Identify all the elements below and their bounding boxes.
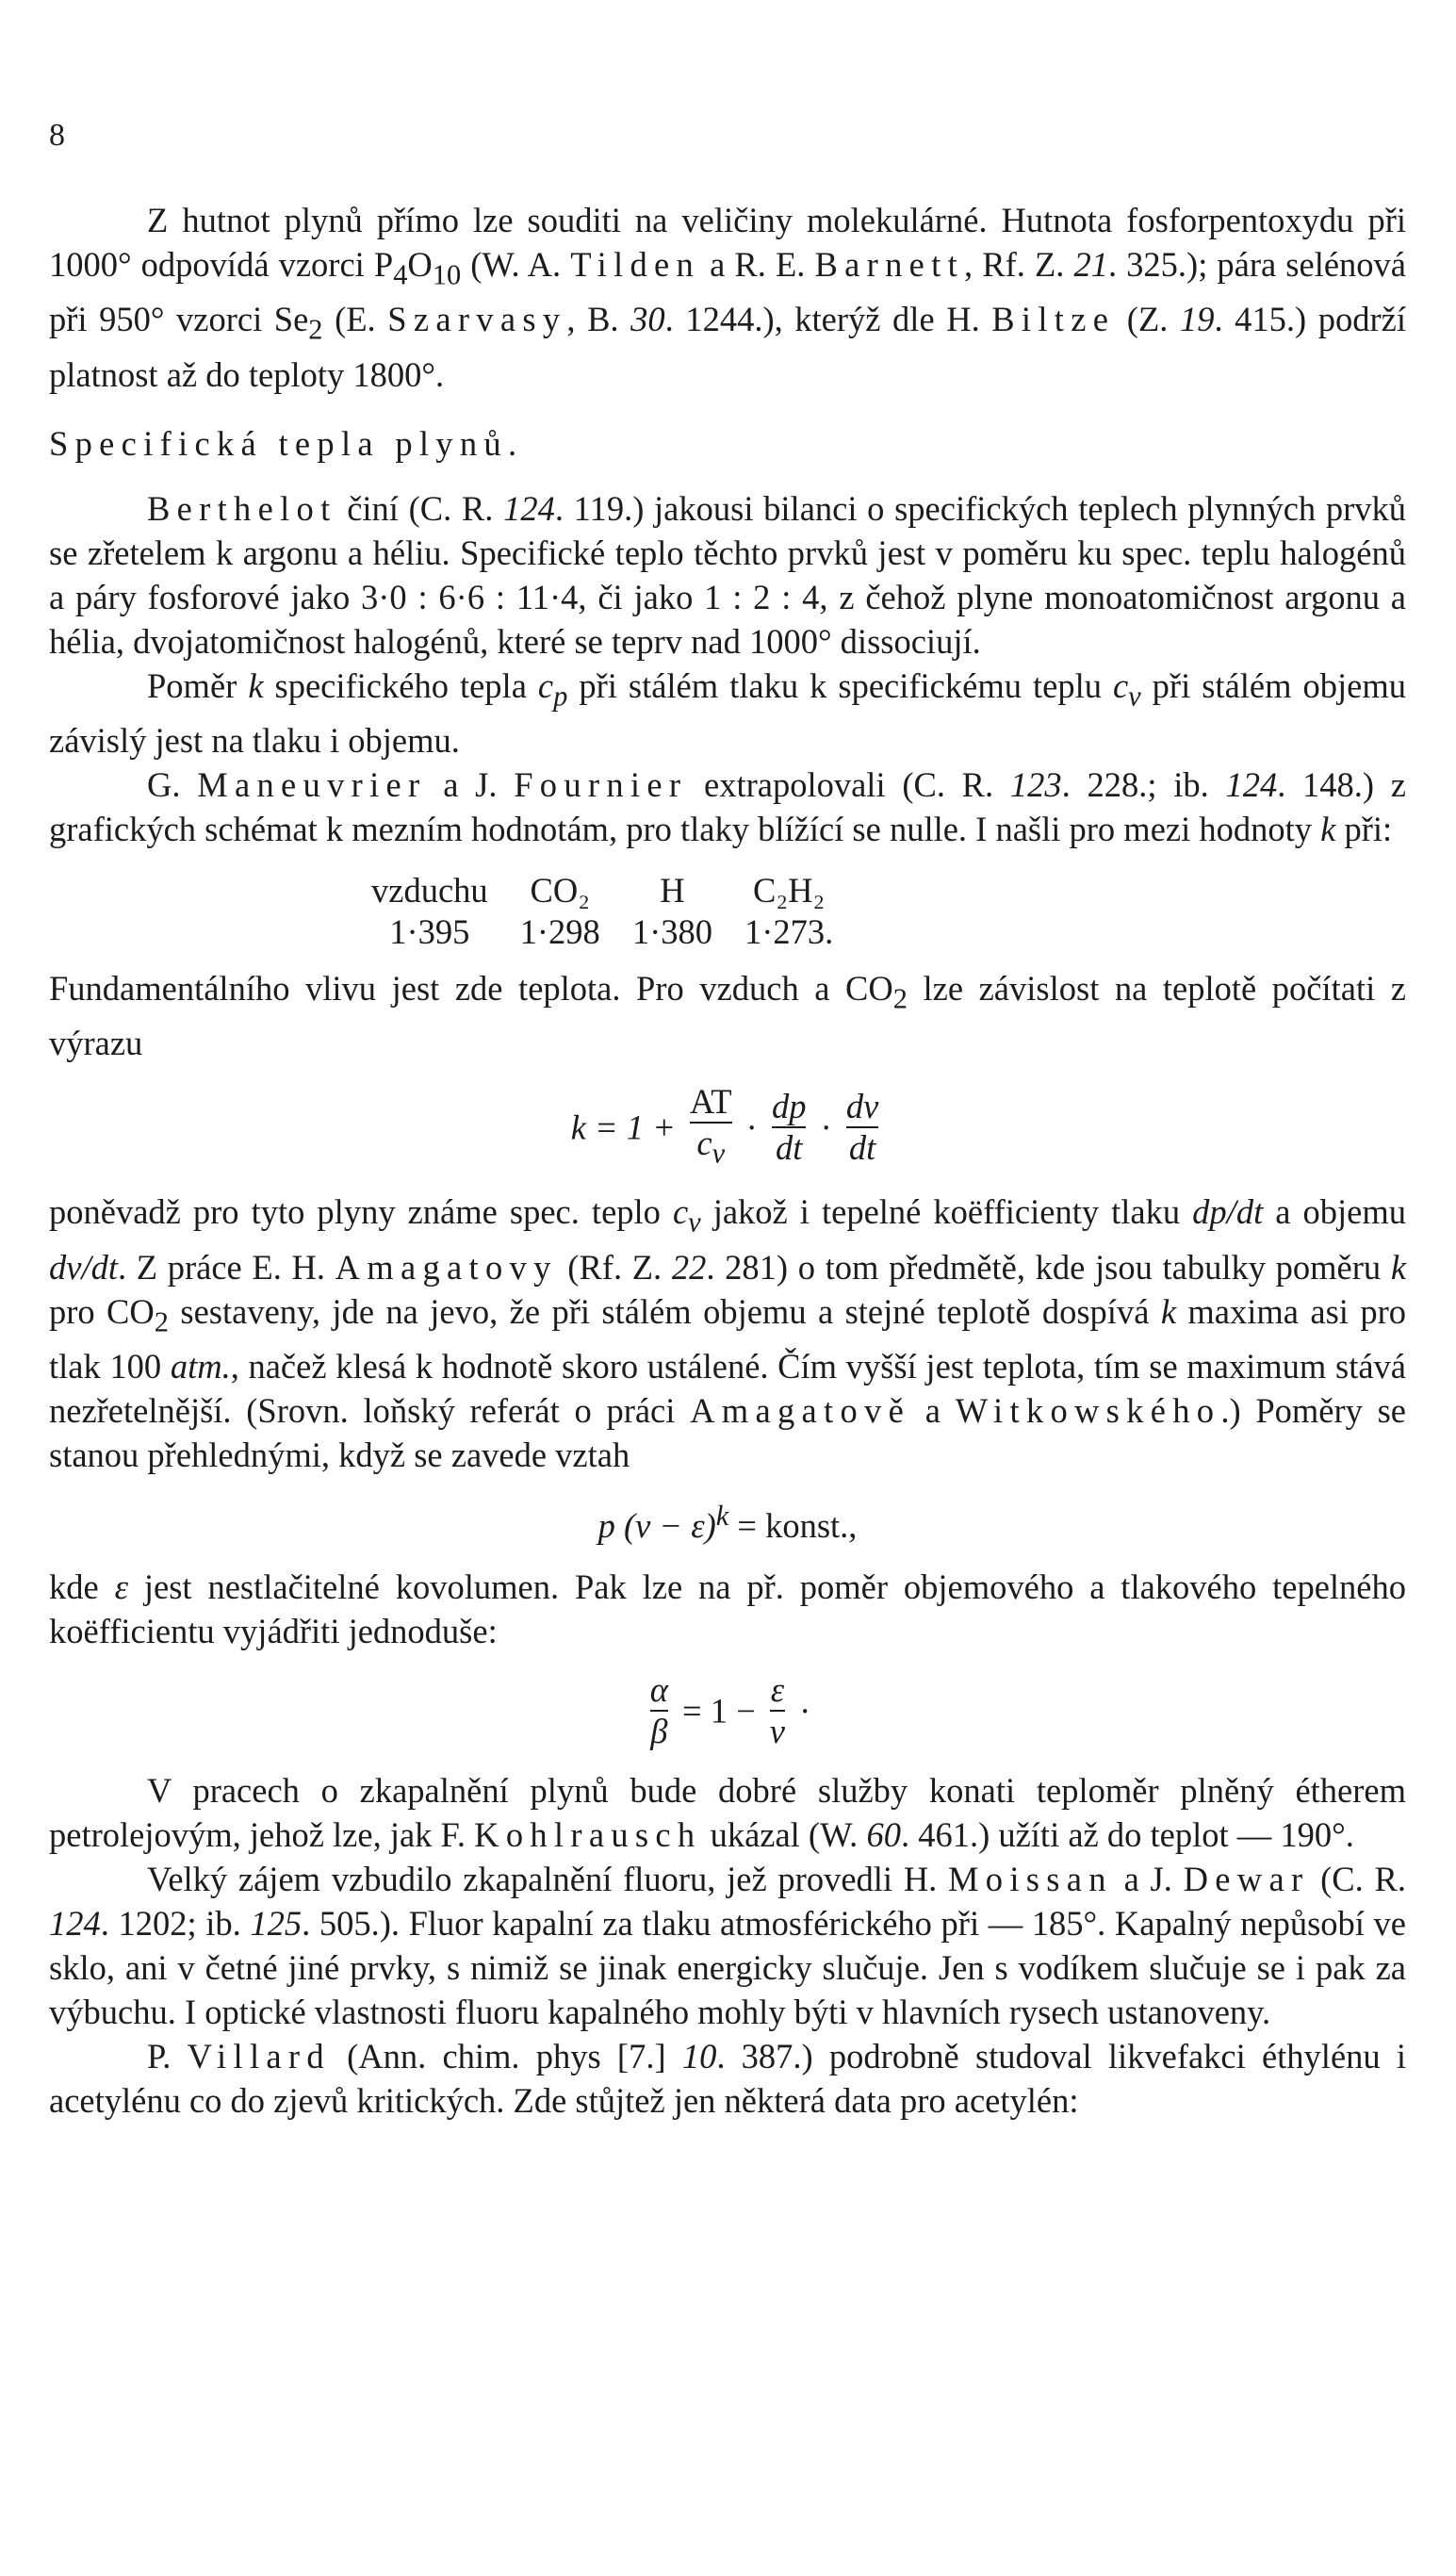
equation-state: p $(v - \varepsilon)^k$ = konst., — [597, 1500, 858, 1546]
paragraph-fluorine: Velký zájem vzbudilo zkapalnění fluoru, jež provedli H. Moissan a J. Dewar (C. R. 124. 1202; ib. 125. 505.). Fluor kapalní za tlaku atmosférického při — 185°. Kapalný nepůsobí ve sklo, ani v četné jiné prvky, s nimiž se jinak energicky slučuje. Jen s vodíkem slučuje se i pak za výbuchu. I optické vlastnosti fluoru kapalného mohly býti v hlavních rysech ustanoveny. — [49, 1860, 1406, 2032]
author-name: Maneuvrier — [197, 764, 427, 804]
author-name: Berthelot — [147, 488, 337, 528]
author-name: Barnett — [814, 245, 965, 284]
table-cell: 1·380 — [631, 911, 712, 951]
author-name: Dewar — [1183, 1860, 1310, 1899]
paragraph-villard: P. Villard (Ann. chim. phys [7.] 10. 387.) podrobně studoval likvefakci éthylénu i acetylénu co do zjevů kritických. Zde stůjtež jen některá data pro acetylén: — [49, 2037, 1406, 2121]
paragraph-covolume: kde ε jest nestlačitelné kovolumen. Pak lze na př. poměr objemového a tlakového tepelného koëfficientu vyjádřiti jednoduše: — [49, 1567, 1407, 1651]
author-name: Biltze — [991, 300, 1116, 339]
paragraph-thermometer: V pracech o zkapalnění plynů bude dobré služby konati teploměr plněný étherem petrolejovým, jehož lze, jak F. Kohlrausch ukázal (W. 60. 461.) užíti až do teplot — 190°. — [49, 1771, 1406, 1855]
table-cell: 1·273. — [744, 911, 834, 951]
table-header-cell: CO₂ — [530, 870, 590, 910]
author-name: Kohlrausch — [474, 1815, 702, 1855]
section-heading: Specifická tepla plynů. — [49, 423, 524, 463]
author-name: Moissan — [948, 1860, 1113, 1899]
table-header-cell: C₂H₂ — [753, 870, 826, 910]
author-name: Szarvasy — [387, 300, 567, 339]
author-name: Villard — [187, 2037, 331, 2076]
equation-k: k = 1 + $\frac{AT}{c_v}$ · $\frac{dp}{dt}$ · $\frac{dv}{dt}$ — [49, 1082, 1406, 1173]
table-cell: 1·395 — [389, 911, 470, 951]
paragraph-ratio-k: Poměr k specifického tepla $c_p$ při stálém tlaku k specifickému teplu $c_v$ při stálém objemu závislý jest na tlaku i objemu. — [49, 665, 1406, 760]
equation-ratio: $\frac{\alpha}{\beta}$ = 1 − $\frac{\varepsilon}{v}$ · — [649, 1670, 811, 1751]
table-cell: 1·298 — [519, 911, 600, 951]
k-values-table — [371, 870, 865, 953]
page-number: 8 — [49, 118, 65, 153]
author-name: Witkowského — [955, 1391, 1221, 1431]
paragraph-amagat: poněvadž pro tyto plyny známe spec. teplo $c_v$ jakož i tepelné koëfficienty tlaku dp/dt a objemu dv/dt. Z práce E. H. Amagatovy (Rf. Z. 22. 281) o tom předmětě, kde jsou tabulky poměru k pro $CO_2$ sestaveny, jde na jevo, že při stálém objemu a stejné teplotě dospívá k maxima asi pro tlak 100 atm., načež klesá k hodnotě skoro ustálené. Čím vyšší jest teplota, tím se maximum stává nezřetelnější. (Srovn. loňský referát o práci Amagatově a Witkowského.) Poměry se stanou přehlednými, když se zavede vztah — [49, 1192, 1407, 1475]
author-name: Amagatovy — [335, 1247, 558, 1287]
paragraph-berthelot: Berthelot činí (C. R. 124. 119.) jakousi bilanci o specifických teplech plynných prvků se zřetelem k argonu a héliu. Specifické teplo těchto prvků jest v poměru ku spec. teplu halogénů a páry fosforové jako 3·0 : 6·6 : 11·4, či jako 1 : 2 : 4, z čehož plyne monoatomičnost argonu a hélia, dvojatomičnost halogénů, které se teprv nad 1000° dissociují. — [49, 488, 1406, 661]
paragraph-temperature: Fundamentálního vlivu jest zde teplota. Pro vzduch a $CO_2$ lze závislost na teplotě počítati z výrazu — [49, 968, 1407, 1063]
author-name: Fournier — [514, 764, 688, 804]
table-header-row — [371, 870, 865, 911]
table-row — [371, 911, 865, 953]
paragraph-maneuvrier: G. Maneuvrier a J. Fournier extrapolovali (C. R. 123. 228.; ib. 124. 148.) z grafických schémat k mezním hodnotám, pro tlaky blížící se nulle. I našli pro mezi hodnoty k při: — [49, 764, 1406, 848]
author-name: Tilden — [570, 245, 701, 284]
table-header-cell: vzduchu — [371, 870, 488, 910]
author-name: Amagatově — [690, 1391, 911, 1431]
paragraph-gas-densities: Z hutnot plynů přímo lze souditi na veličiny molekulárné. Hutnota fosforpentoxydu při 1000° odpovídá vzorci $P_4O_{10}$ (W. A. Tilden a R. E. Barnett, Rf. Z. 21. 325.); pára selénová při 950° vzorci $Se_2$ (E. Szarvasy, B. 30. 1244.), kterýž dle H. Biltze (Z. 19. 415.) podrží platnost až do teploty 1800°. — [49, 201, 1406, 394]
table-header-cell: H — [660, 870, 685, 910]
body-text — [49, 198, 1406, 2123]
